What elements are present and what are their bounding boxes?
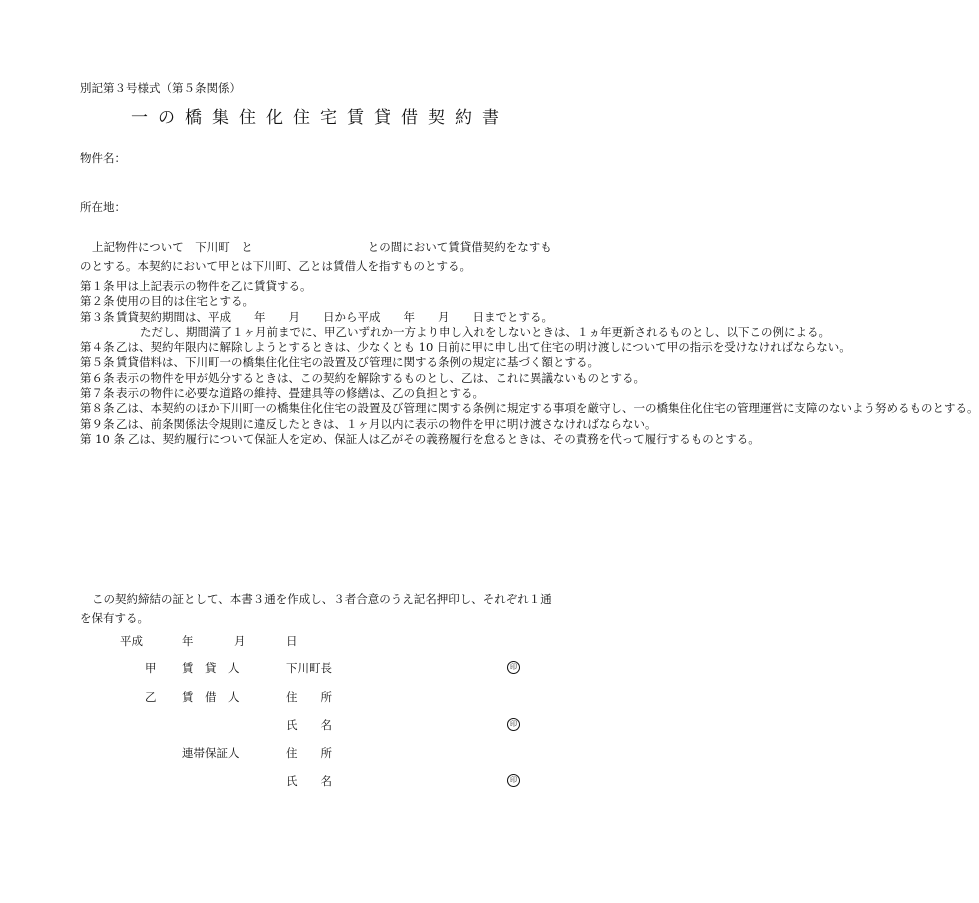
- seal-mark-icon: 印: [507, 774, 520, 787]
- article-item: [80, 279, 555, 294]
- date-era: 平成: [120, 634, 143, 648]
- form-number: 別記第３号様式（第５条関係）: [80, 81, 241, 95]
- lessor-name: 下川町長: [286, 661, 332, 675]
- article-number: 第６条: [80, 370, 115, 385]
- date-day: 日: [286, 634, 298, 648]
- article-item: [80, 340, 851, 355]
- article-text: 賃貸借料は、下川町一の橋集住化住宅の設置及び管理に関する条例の規定に基づく額とする。: [116, 355, 599, 370]
- article-text: 乙は、契約年限内に解除しようとするときは、少なくとも 10 日前に甲に申し出て住宅の明け渡しについて甲の指示を受けなければならない。: [116, 340, 851, 355]
- article-text: 乙は、契約履行について保証人を定め、保証人は乙がその義務履行を怠るときは、その責務を代って履行するものとする。: [128, 431, 760, 446]
- article-number: 第 10 条: [80, 431, 125, 446]
- article-item: [80, 294, 555, 309]
- article-item: [80, 416, 657, 432]
- article-number: 第９条: [80, 416, 115, 431]
- article-number: 第１条: [80, 279, 115, 293]
- article-item: [80, 370, 645, 386]
- lessee-address-label: 住 所: [286, 690, 332, 704]
- intro-paragraph: 上記物件について 下川町 と との間において賃貸借契約をなすものとする。本契約において甲とは下川町、乙とは賃借人を指すものとする。: [80, 240, 552, 273]
- document-title: 一の橋集住化住宅賃貸借契約書: [131, 108, 509, 128]
- article-number: 第３条: [80, 309, 115, 324]
- article-item: [80, 401, 979, 416]
- date-month: 月: [234, 634, 246, 648]
- closing-paragraph: この契約締結の証として、本書３通を作成し、３者合意のうえ記名押印し、それぞれ１通を保有する。: [80, 592, 552, 625]
- article-number: 第５条: [80, 355, 115, 370]
- seal-mark-icon: 印: [507, 661, 520, 674]
- article-number: 第８条: [80, 401, 115, 416]
- lessee-mark: 乙: [145, 690, 157, 704]
- guarantor-role: 連帯保証人: [182, 746, 240, 760]
- article-text: 乙は、本契約のほか下川町一の橋集住化住宅の設置及び管理に関する条例に規定する事項を厳守し、一の橋集住化住宅の管理運営に支障のないよう努めるものとする。: [116, 401, 979, 416]
- article-item: [80, 309, 830, 341]
- article-text: 使用の目的は住宅とする。: [116, 294, 254, 309]
- article-item: [80, 386, 555, 401]
- property-location-label: 所在地：: [80, 200, 126, 214]
- article-text: 表示の物件に必要な道路の維持、畳建具等の修繕は、乙の負担とする。: [116, 386, 484, 401]
- lessor-role: 賃 貸 人: [182, 661, 240, 675]
- guarantor-address-label: 住 所: [286, 746, 332, 760]
- article-item: [80, 355, 599, 370]
- lessee-role: 賃 借 人: [182, 690, 240, 704]
- date-year: 年: [182, 634, 194, 648]
- article-number: 第４条: [80, 340, 115, 355]
- article-text: 表示の物件を甲が処分するときは、この契約を解除するものとし、乙は、これに異議ないものとする。: [116, 370, 645, 385]
- article-text: 乙は、前条関係法令規則に違反したときは、１ヶ月以内に表示の物件を甲に明け渡さなければならない。: [116, 416, 657, 431]
- article-text: 甲は上記表示の物件を乙に賃貸する。: [116, 279, 312, 293]
- articles-list: [80, 279, 979, 447]
- article-number: 第７条: [80, 386, 115, 401]
- property-name-label: 物件名：: [80, 151, 126, 165]
- lessee-name-label: 氏 名: [286, 718, 332, 732]
- article-text: 賃貸契約期間は、平成 年 月 日から平成 年 月 日までとする。: [116, 309, 553, 324]
- lessor-mark: 甲: [145, 661, 157, 675]
- article-item: [80, 431, 760, 447]
- article-proviso: ただし、期間満了１ヶ月前までに、甲乙いずれか一方より申し入れをしないときは、１ヵ年更新されるものとし、以下この例による。: [140, 324, 830, 339]
- guarantor-name-label: 氏 名: [286, 774, 332, 788]
- seal-mark-icon: 印: [507, 718, 520, 731]
- article-number: 第２条: [80, 294, 115, 309]
